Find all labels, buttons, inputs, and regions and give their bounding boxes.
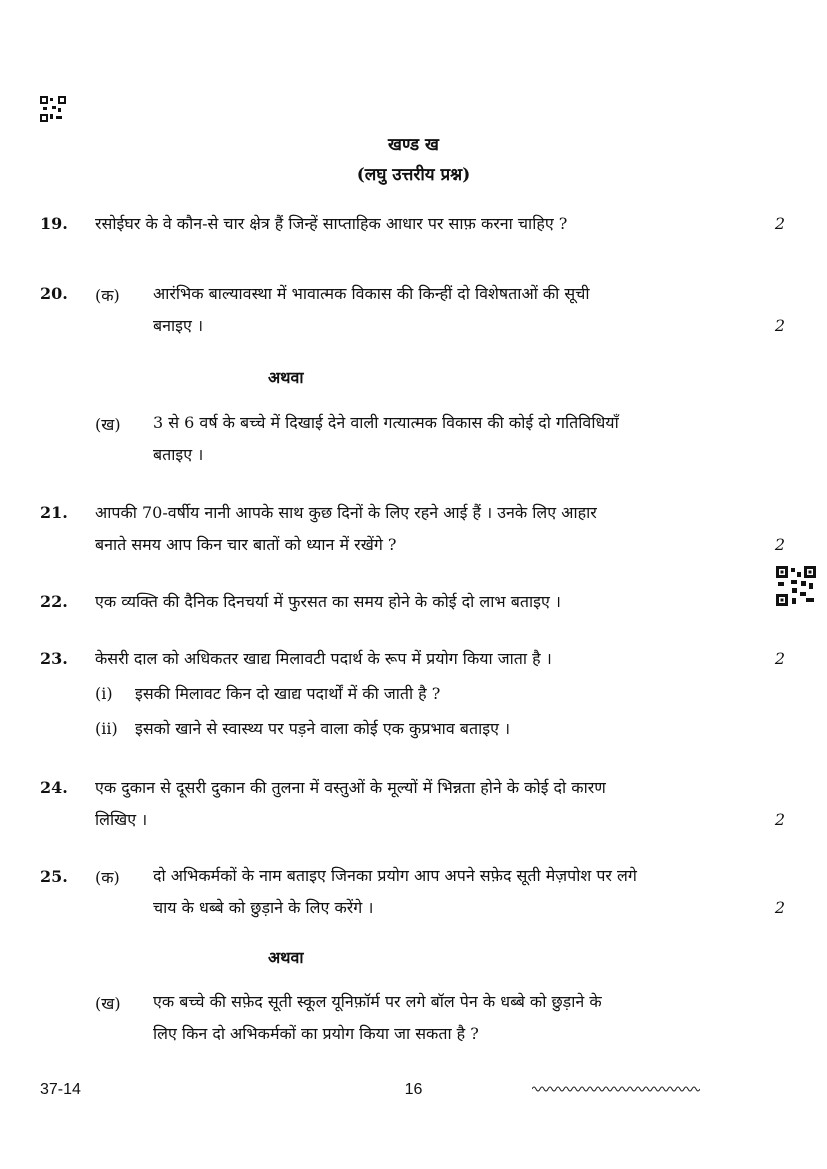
option-text: दो अभिकर्मकों के नाम बताइए जिनका प्रयोग आप अपने सफ़ेद सूती मेज़पोश पर लगे <box>153 866 637 885</box>
option-label: (क) <box>95 868 120 887</box>
option-label: (ख) <box>95 994 121 1013</box>
section-title: खण्ड ख <box>388 135 439 155</box>
option-text: आरंभिक बाल्यावस्था में भावात्मक विकास की किन्हीं दो विशेषताओं की सूची <box>153 284 590 303</box>
wavy-line-decoration <box>532 1084 700 1094</box>
question-number: 19. <box>40 214 68 233</box>
question-number: 20. <box>40 284 68 303</box>
sub-question-label: (ii) <box>95 719 118 738</box>
question-text: लिखिए । <box>95 810 148 829</box>
question-number: 24. <box>40 778 68 797</box>
question-text: एक दुकान से दूसरी दुकान की तुलना में वस्तुओं के मूल्यों में भिन्नता होने के कोई दो कारण <box>95 778 606 797</box>
question-number: 21. <box>40 503 68 522</box>
question-number: 25. <box>40 867 68 886</box>
section-subtitle: (लघु उत्तरीय प्रश्न) <box>356 165 471 185</box>
question-marks: 2 <box>774 316 786 335</box>
question-text: एक व्यक्ति की दैनिक दिनचर्या में फुरसत का समय होने के कोई दो लाभ बताइए । <box>95 592 561 611</box>
qr-code-icon <box>40 96 66 122</box>
question-marks: 2 <box>774 898 786 917</box>
question-marks: 2 <box>774 810 786 829</box>
question-text: केसरी दाल को अधिकतर खाद्य मिलावटी पदार्थ के रूप में प्रयोग किया जाता है । <box>95 649 552 668</box>
question-number: 22. <box>40 592 68 611</box>
question-text: बनाते समय आप किन चार बातों को ध्यान में रखेंगे ? <box>95 535 397 554</box>
sub-question-label: (i) <box>95 684 113 703</box>
option-text: बनाइए । <box>153 316 204 335</box>
question-number: 23. <box>40 649 68 668</box>
paper-code: 37-14 <box>40 1081 81 1098</box>
option-text: बताइए । <box>153 445 204 464</box>
qr-code-icon <box>776 566 816 606</box>
sub-question-text: इसकी मिलावट किन दो खाद्य पदार्थों में की जाती है ? <box>135 684 441 703</box>
option-text: एक बच्चे की सफ़ेद सूती स्कूल यूनिफ़ॉर्म पर लगे बॉल पेन के धब्बे को छुड़ाने के <box>153 992 602 1011</box>
or-label: अथवा <box>268 368 304 387</box>
option-text: लिए किन दो अभिकर्मकों का प्रयोग किया जा सकता है ? <box>153 1024 479 1043</box>
question-text: आपकी 70-वर्षीय नानी आपके साथ कुछ दिनों के लिए रहने आई हैं । उनके लिए आहार <box>95 503 597 522</box>
option-text: 3 से 6 वर्ष के बच्चे में दिखाई देने वाली गत्यात्मक विकास की कोई दो गतिविधियाँ <box>153 413 619 432</box>
question-marks: 2 <box>774 535 786 554</box>
option-text: चाय के धब्बे को छुड़ाने के लिए करेंगे । <box>153 898 374 917</box>
page-number: 16 <box>404 1081 423 1098</box>
question-marks: 2 <box>774 649 786 668</box>
question-text: रसोईघर के वे कौन-से चार क्षेत्र हैं जिन्हें साप्ताहिक आधार पर साफ़ करना चाहिए ? <box>95 214 568 233</box>
or-label: अथवा <box>268 948 304 967</box>
option-label: (क) <box>95 286 120 305</box>
question-marks: 2 <box>774 214 786 233</box>
option-label: (ख) <box>95 415 121 434</box>
sub-question-text: इसको खाने से स्वास्थ्य पर पड़ने वाला कोई एक कुप्रभाव बताइए । <box>135 719 511 738</box>
